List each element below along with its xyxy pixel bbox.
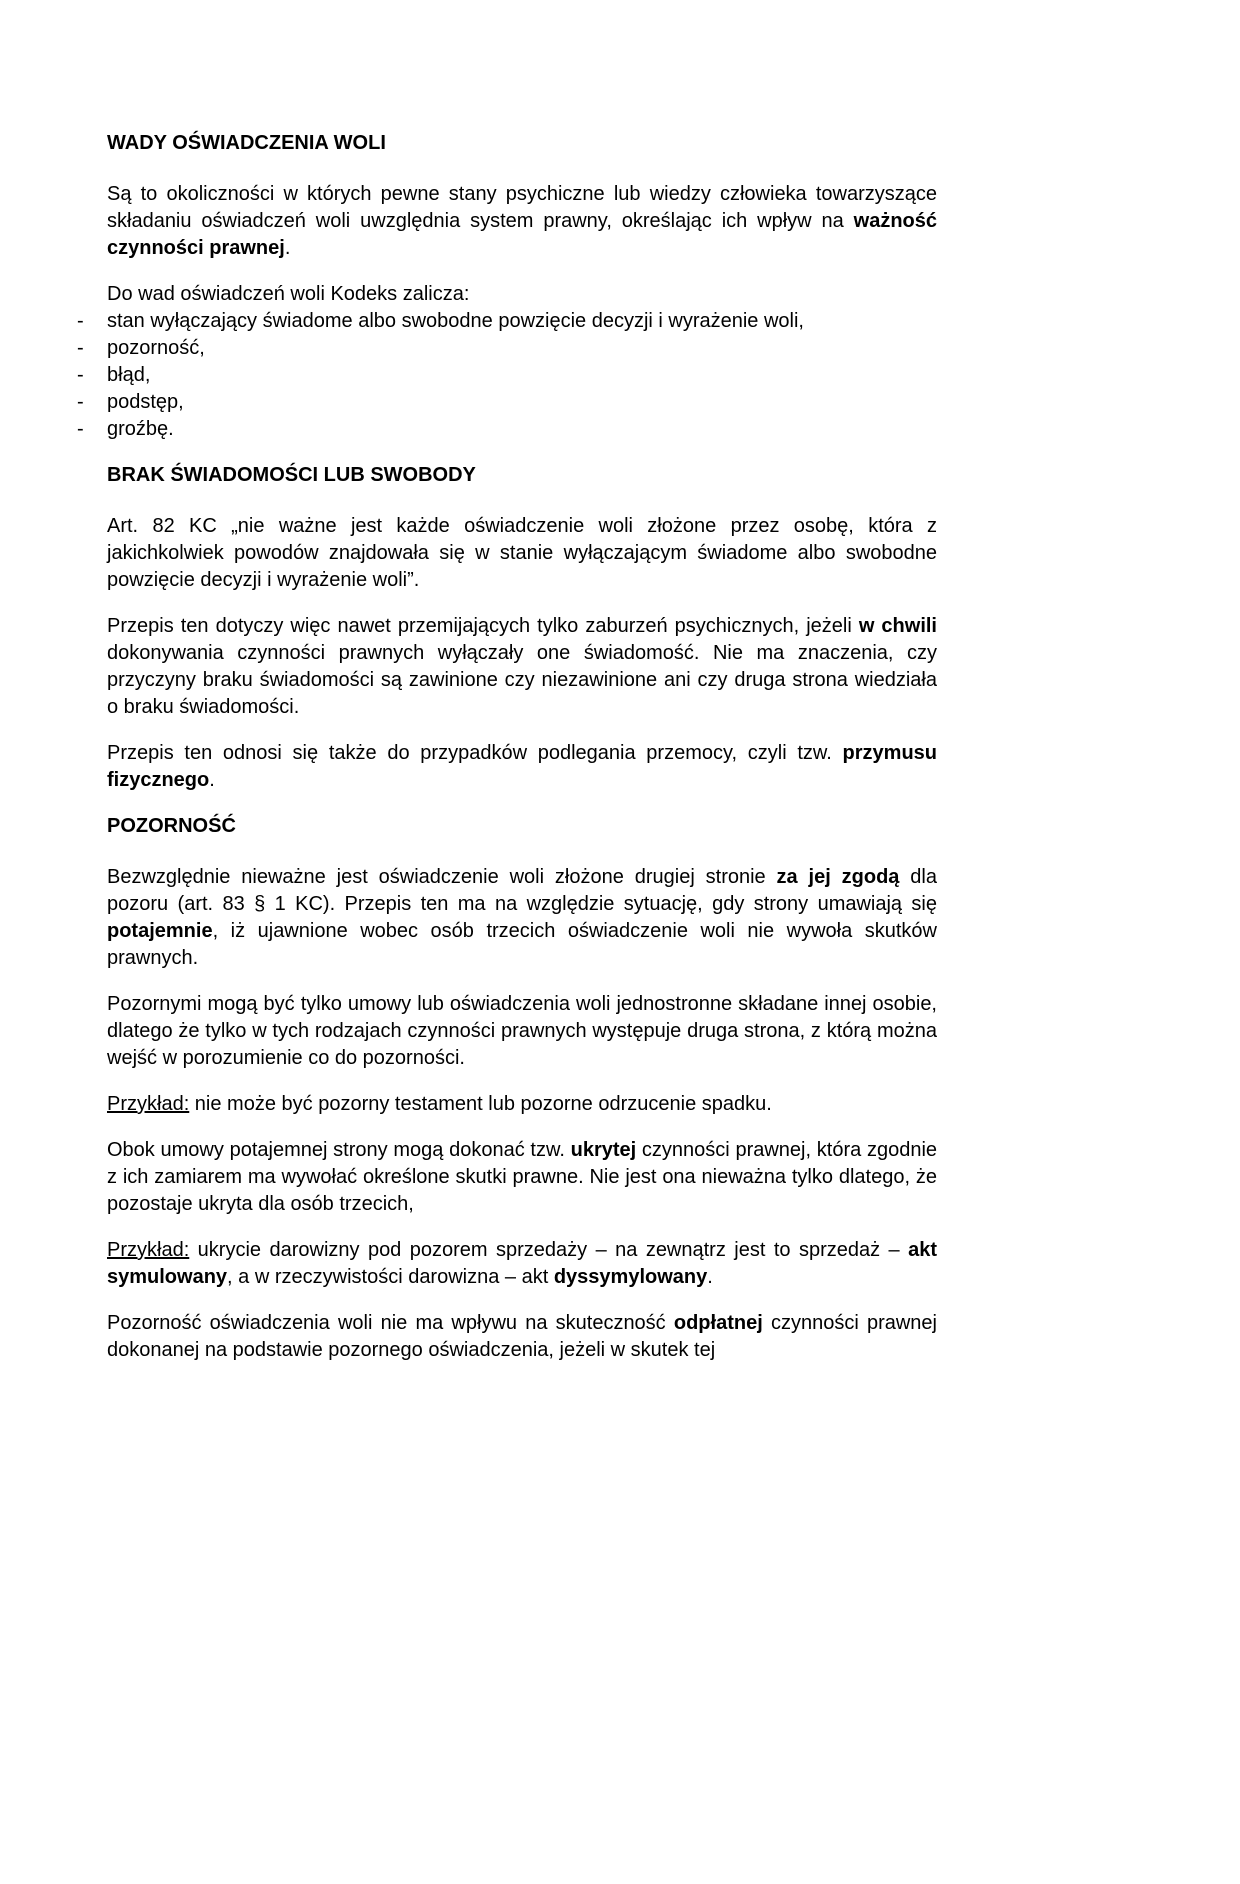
main-heading: WADY OŚWIADCZENIA WOLI: [107, 132, 386, 154]
list-marker: -: [77, 364, 84, 386]
document-page: [0, 130, 1240, 1884]
text-run: Pozorność oświadczenia woli nie ma wpływu na skuteczność: [107, 1312, 674, 1334]
list-item: [77, 416, 937, 443]
list-item: [77, 362, 937, 389]
text-run: .: [209, 769, 215, 791]
list-item-text: pozorność,: [107, 337, 205, 359]
text-run: Bezwzględnie nieważne jest oświadczenie woli złożone drugiej stronie: [107, 866, 777, 888]
list-item-text: stan wyłączający świadome albo swobodne powzięcie decyzji i wyrażenie woli,: [107, 310, 804, 332]
paragraph-pozornymi: Pozornymi mogą być tylko umowy lub oświadczenia woli jednostronne składane innej osobie, dlatego że tylko w tych rodzajach czynności prawnych występuje druga strona, z którą można wejść w porozumienie co do pozorności.: [107, 993, 937, 1069]
paragraph-obok: [107, 1137, 937, 1218]
text-run: czynności prawnej, która zgodnie z ich zamiarem ma wywołać określone skutki prawne. Nie jest ona nieważna tylko dlatego, że pozostaje ukryta dla osób trzecich,: [107, 1139, 938, 1215]
list-item-text: podstęp,: [107, 391, 184, 413]
intro-paragraph: [107, 181, 937, 262]
text-run: czynności prawnej dokonanej na podstawie pozornego oświadczenia, jeżeli w skutek tej: [107, 1312, 937, 1361]
text-run: .: [284, 237, 291, 259]
paragraph-art82: Art. 82 KC „nie ważne jest każde oświadczenie woli złożone przez osobę, która z jakichkolwiek powodów znajdowała się w stanie wyłączającym świadome albo swobodne powzięcie decyzji i wyrażenie woli”.: [107, 515, 937, 591]
list-intro: Do wad oświadczeń woli Kodeks zalicza:: [107, 283, 470, 305]
bold-run: akt symulowany: [107, 1239, 937, 1288]
list-marker: -: [77, 310, 84, 332]
paragraph-przyklad-2: [107, 1237, 937, 1291]
text-run: dla pozoru (art. 83 § 1 KC). Przepis ten ma na względzie sytuację, gdy strony umawiają się: [107, 866, 938, 915]
paragraph-przyklad-1: [107, 1091, 937, 1118]
defects-list: [77, 308, 937, 443]
section-heading-brak-swiadomosci: BRAK ŚWIADOMOŚCI LUB SWOBODY: [107, 464, 476, 486]
bold-run: za jej zgodą: [776, 866, 900, 888]
text-run: Przepis ten odnosi się także do przypadków podlegania przemocy, czyli tzw.: [107, 742, 843, 764]
list-item: [77, 335, 937, 362]
paragraph-bezwzglednie: [107, 864, 937, 972]
list-item: [77, 389, 937, 416]
text-run: Obok umowy potajemnej strony mogą dokonać tzw.: [107, 1139, 571, 1161]
text-run: nie może być pozorny testament lub pozorne odrzucenie spadku.: [189, 1093, 772, 1115]
paragraph-przepis-1: [107, 613, 937, 721]
underline-run: Przykład:: [107, 1093, 190, 1115]
bold-run: przymusu fizycznego: [107, 742, 937, 791]
section-heading-pozornosc: POZORNOŚĆ: [107, 815, 236, 837]
bold-run: potajemnie: [107, 920, 213, 942]
paragraph-przepis-2: [107, 740, 937, 794]
text-run: , a w rzeczywistości darowizna – akt: [227, 1266, 554, 1288]
list-item: [77, 308, 937, 335]
text-run: , iż ujawnione wobec osób trzecich oświadczenie woli nie wywoła skutków prawnych.: [107, 920, 937, 969]
paragraph-pozornosc-skutecznosc: [107, 1310, 937, 1364]
text-run: Przepis ten dotyczy więc nawet przemijających tylko zaburzeń psychicznych, jeżeli: [107, 615, 859, 637]
list-marker: -: [77, 337, 84, 359]
document-content: [77, 130, 938, 1364]
bold-run: w chwili: [858, 615, 937, 637]
text-run: .: [707, 1266, 713, 1288]
bold-run: ukrytej: [570, 1139, 637, 1161]
list-item-text: błąd,: [107, 364, 151, 386]
text-run: ukrycie darowizny pod pozorem sprzedaży – na zewnątrz jest to sprzedaż –: [189, 1239, 909, 1261]
list-item-text: groźbę.: [107, 418, 174, 440]
text-run: Są to okoliczności w których pewne stany psychiczne lub wiedzy człowieka towarzyszące składaniu oświadczeń woli uwzględnia system prawny, określając ich wpływ na: [107, 183, 937, 232]
bold-run: odpłatnej: [673, 1312, 763, 1334]
bold-run: dyssymylowany: [553, 1266, 708, 1288]
list-marker: -: [77, 418, 84, 440]
list-marker: -: [77, 391, 84, 413]
underline-run: Przykład:: [107, 1239, 190, 1261]
text-run: dokonywania czynności prawnych wyłączały one świadomość. Nie ma znaczenia, czy przyczyny braku świadomości są zawinione czy niezawinione ani czy druga strona wiedziała o braku świadomości.: [107, 642, 937, 718]
bold-run: ważność czynności prawnej: [107, 210, 937, 259]
